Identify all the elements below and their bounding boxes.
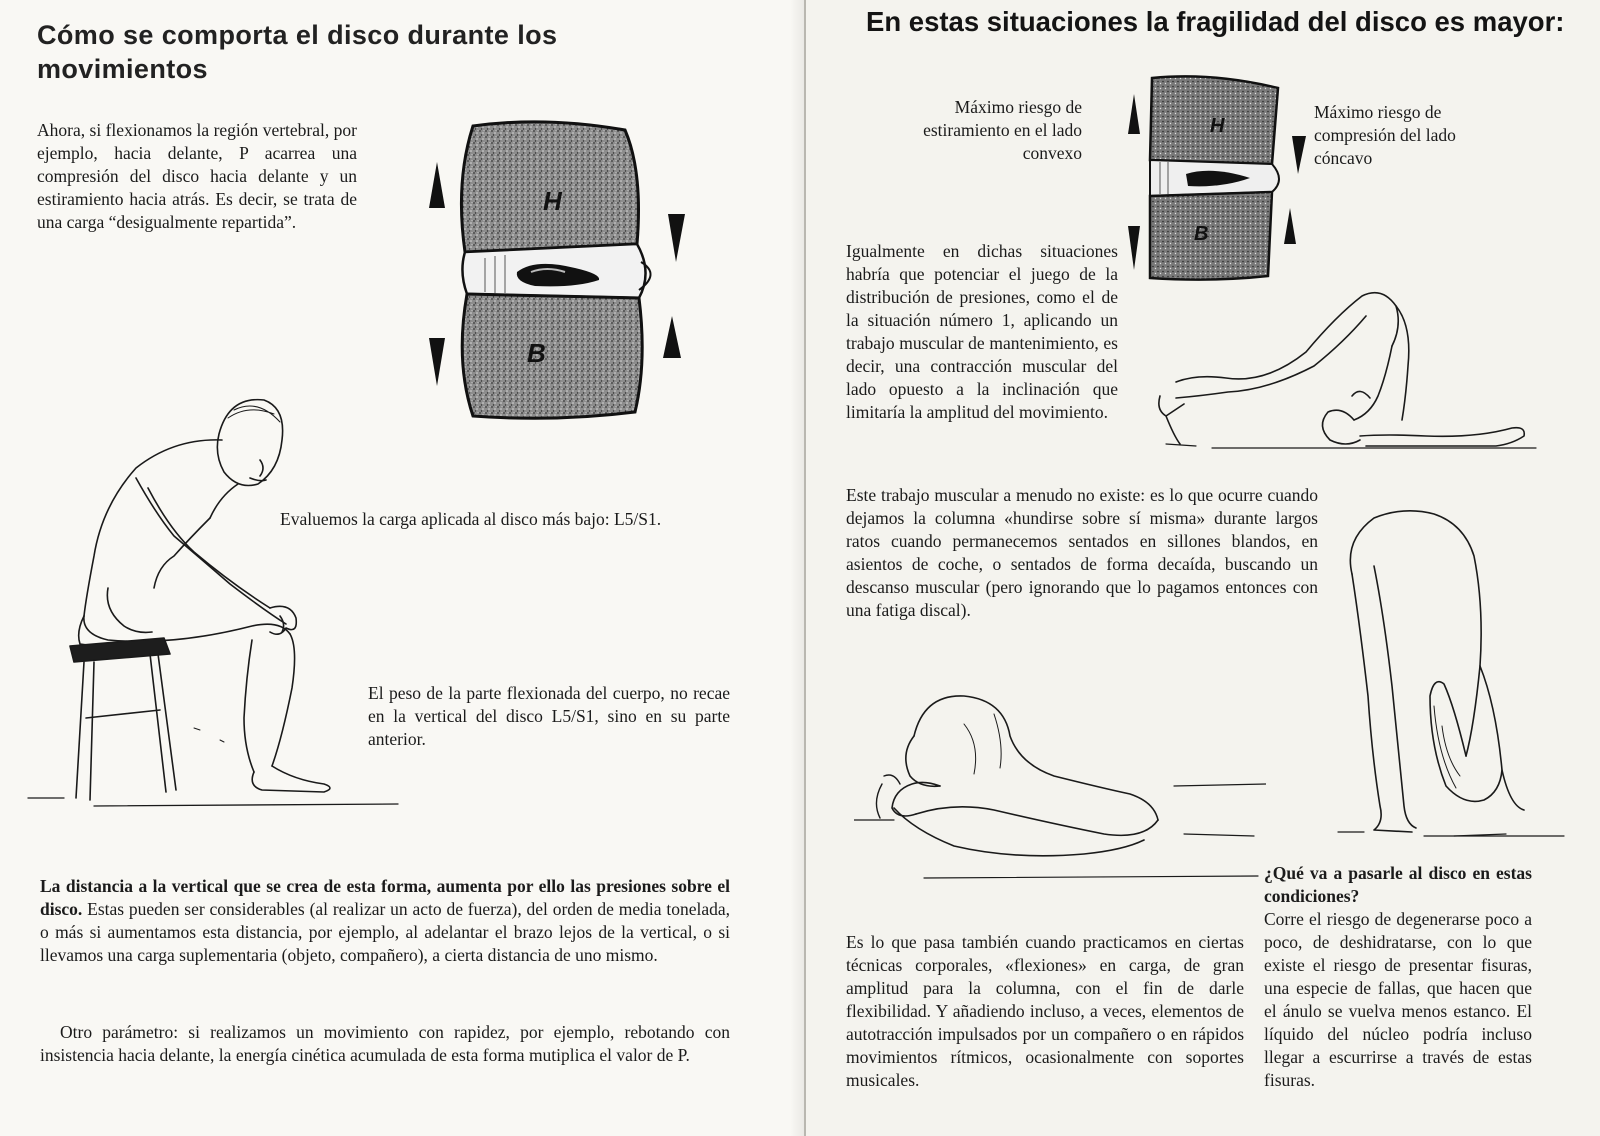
disc-lateral-bend-diagram xyxy=(1122,70,1332,290)
intro-paragraph: Ahora, si flexionamos la región vertebral, por ejemplo, hacia delante, P acarrea una compresión del disco hacia delante y un estiramiento hacia atrás. Es decir, se trata de una carga “desigualmente repartida”. xyxy=(37,120,357,232)
standing-forward-bend-illustration xyxy=(1334,506,1568,846)
arrow-down-icon xyxy=(1128,226,1140,270)
label-stretch-risk: Máximo riesgo de estiramiento en el lado convexo xyxy=(923,97,1082,163)
arrow-compress-up-icon xyxy=(663,316,681,358)
plough-pose-illustration xyxy=(1156,286,1546,480)
paragraph-body-techniques: Es lo que pasa también cuando practicamos en ciertas técnicas corporales, «flexiones» en carga, de gran amplitud para la columna, con el fin de darle flexibilidad. Y añadiendo incluso, a veces, elementos de autotracción impulsados por un compañero o en rápidos movimientos rítmicos, ocasionalmente con soportes musicales. xyxy=(846,932,1244,1090)
arrow-down-icon xyxy=(429,338,445,386)
label-compression-risk: Máximo riesgo de compresión del lado cóncavo xyxy=(1314,102,1456,168)
paragraph-velocity: Otro parámetro: si realizamos un movimiento con rapidez, por ejemplo, rebotando con insistencia hacia delante, la energía cinética acumulada de esta forma mutiplica el valor de P. xyxy=(40,1022,730,1065)
right-page-title: En estas situaciones la fragilidad del disco es mayor: xyxy=(866,6,1565,37)
paragraph-distance-bold: La distancia a la vertical que se crea de esta forma, aumenta por ello las presiones sobre el disco. xyxy=(40,876,730,919)
paragraph-muscle-work: Igualmente en dichas situaciones habría que potenciar el juego de la distribución de presiones, como el de la situación número 1, aplicando un trabajo muscular de mantenimiento, es decir, una contracción muscular del lado opuesto a la inclinación que limitaría la amplitud del movimiento. xyxy=(846,241,1118,422)
seated-forward-bend-illustration xyxy=(854,684,1266,884)
arrow-compress-down-icon xyxy=(1292,136,1306,174)
right-page xyxy=(806,0,1600,1136)
arrow-compress-up-icon xyxy=(1284,208,1296,244)
upper-vertebra-label: H xyxy=(1210,115,1225,137)
caption-load: Evaluemos la carga aplicada al disco más bajo: L5/S1. xyxy=(280,509,662,529)
upper-vertebra-label: H xyxy=(543,186,562,216)
caption-weight: El peso de la parte flexionada del cuerpo, no recae en la vertical del disco L5/S1, sino en su parte anterior. xyxy=(368,683,730,749)
arrow-up-icon xyxy=(429,162,445,208)
arrow-up-icon xyxy=(1128,94,1140,134)
disc-flexion-diagram xyxy=(425,112,695,432)
seated-flexed-woman-illustration xyxy=(24,388,404,828)
answer-paragraph: Corre el riesgo de degenerarse poco a poco, de deshidratarse, con lo que existe el riesgo de presentar fisuras, una especie de fallas, que hacen que el ánulo se vuelva menos estanco. El líquido del núcleo podría incluso llegar a escurrirse a través de estas fisuras. xyxy=(1264,909,1532,1090)
lower-vertebra xyxy=(462,294,642,418)
paragraph-absent-muscle: Este trabajo muscular a menudo no existe: es lo que ocurre cuando dejamos la columna «hundirse sobre sí misma» durante largos ratos cuando permanecemos sentados en sillones blandos, en asientos de coche, o sentados de forma decaída, buscando un descanso muscular (pero ignorando que lo pagamos entonces con una fatiga discal). xyxy=(846,485,1318,620)
question-heading: ¿Qué va a pasarle al disco en estas condiciones? xyxy=(1264,863,1532,906)
lower-vertebra-label: B xyxy=(1194,223,1209,245)
lower-vertebra xyxy=(1150,192,1272,280)
left-page-title: Cómo se comporta el disco durante los movimientos xyxy=(37,20,558,84)
arrow-compress-down-icon xyxy=(668,214,685,262)
paragraph-distance xyxy=(40,875,730,967)
lower-vertebra-label: B xyxy=(527,338,546,368)
paragraph-distance-rest: Estas pueden ser considerables (al realizar un acto de fuerza), del orden de media tonelada, o más si aumentamos esta distancia, por ejemplo, al adelantar el brazo lejos de la vertical, o si llevamos una carga suplementaria (objeto, compañero), a cierta distancia de uno mismo. xyxy=(40,899,730,965)
